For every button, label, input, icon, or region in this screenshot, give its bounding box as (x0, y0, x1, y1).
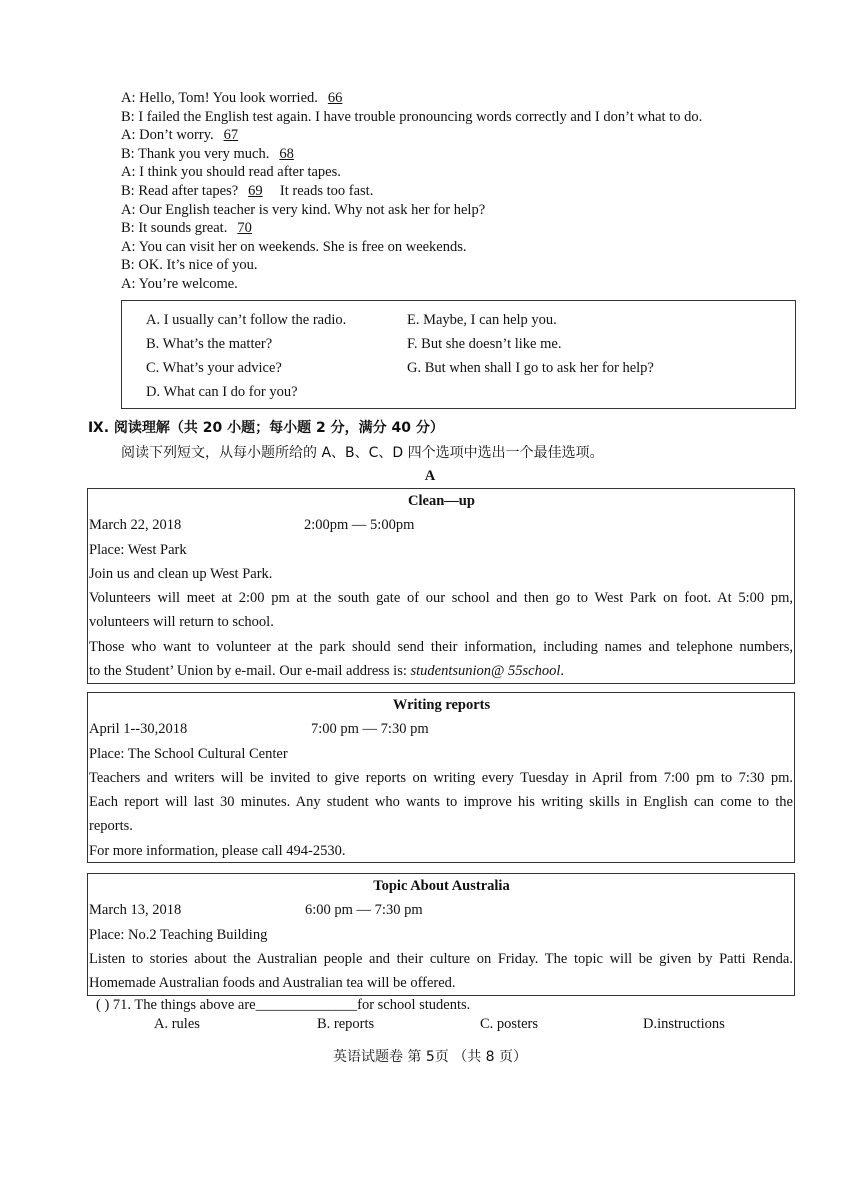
dialogue-line: B: OK. It’s nice of you. (121, 257, 258, 274)
notice-paragraph (88, 659, 794, 683)
notice-date-line (88, 717, 794, 741)
notice-title: Topic About Australia (373, 878, 510, 894)
option-a: A. I usually can’t follow the radio. (146, 312, 347, 328)
notice-paragraph: Volunteers will meet at 2:00 pm at the south gate of our school and then go to West Park on foot. At 5:00 pm, (89, 590, 793, 607)
blank-67: 67 (223, 127, 239, 144)
choice-a: A. rules (154, 1016, 200, 1032)
dialogue-line (121, 89, 801, 108)
part-label: A (424, 468, 436, 484)
notice-paragraph: Listen to stories about the Australian people and their culture on Friday. The topic will be given by Patti Renda. (89, 950, 793, 967)
dialogue-text: A: Hello, Tom! You look worried. (121, 90, 318, 106)
blank-68: 68 (279, 145, 294, 162)
notice-paragraph: reports. (89, 818, 133, 835)
option-f: F. But she doesn’t like me. (407, 336, 562, 352)
blank-70: 70 (237, 220, 252, 237)
notice-text: to the Student’ Union by e-mail. Our e-mail address is: (89, 663, 407, 680)
question-blank: ______________ (255, 997, 358, 1013)
notice-place: Place: The School Cultural Center (89, 745, 288, 762)
choice-b: B. reports (317, 1016, 375, 1032)
options-box (121, 300, 796, 409)
dialogue-line: A: You’re welcome. (121, 275, 238, 292)
notice-date-line (88, 513, 794, 537)
notice-topic-australia (87, 873, 795, 996)
notice-paragraph: Those who want to volunteer at the park should send their information, including names and telephone numbers, (89, 638, 793, 655)
blank-66: 66 (327, 90, 343, 106)
option-b: B. What’s the matter? (146, 336, 273, 352)
dialogue-line (121, 219, 801, 238)
email-address: studentsunion@ 55school (410, 663, 561, 680)
notice-date: April 1--30,2018 (89, 721, 188, 738)
dialogue-text: B: It sounds great. (121, 220, 228, 237)
choice-d: D.instructions (643, 1016, 725, 1032)
answer-parenthesis: ( ) (96, 997, 110, 1013)
dialogue-line (121, 126, 801, 145)
notice-time: 2:00pm — 5:00pm (304, 517, 415, 534)
dialogue-line: A: I think you should read after tapes. (121, 164, 341, 181)
notice-paragraph: Homemade Australian foods and Australian tea will be offered. (89, 975, 456, 992)
notice-date-line (88, 898, 794, 922)
blank-69: 69 (248, 182, 263, 199)
option-c: C. What’s your advice? (146, 360, 282, 376)
page-footer: 英语试题卷 第 5页 （共 8 页） (332, 1049, 528, 1065)
question-stem: 71. The things above are (112, 997, 256, 1013)
dialogue-line (121, 182, 801, 201)
notice-paragraph: Teachers and writers will be invited to give reports on writing every Tuesday in April from 7:00 pm to 7:30 pm. (89, 769, 793, 786)
dialogue (121, 89, 801, 294)
notice-place: Place: West Park (89, 541, 187, 558)
notice-paragraph: Join us and clean up West Park. (89, 565, 273, 582)
dialogue-line: B: I failed the English test again. I have trouble pronouncing words correctly and I don’t what to do. (121, 108, 703, 125)
dialogue-text: A: Don’t worry. (121, 127, 214, 144)
question-71 (96, 997, 470, 1014)
notice-paragraph: volunteers will return to school. (89, 614, 274, 631)
notice-text: . (560, 663, 565, 680)
dialogue-line: A: You can visit her on weekends. She is free on weekends. (121, 238, 467, 255)
section-instruction: 阅读下列短文，从每小题所给的 A、B、C、D 四个选项中选出一个最佳选项。 (121, 445, 604, 461)
notice-title: Clean—up (408, 493, 475, 509)
section-heading: Ⅸ. 阅读理解（共 20 小题；每小题 2 分，满分 40 分） (88, 420, 444, 436)
question-tail: for school students. (357, 997, 471, 1013)
notice-date: March 22, 2018 (89, 517, 182, 534)
notice-title: Writing reports (392, 697, 491, 713)
notice-paragraph: Each report will last 30 minutes. Any student who wants to improve his writing skills in English can come to the (89, 794, 793, 811)
notice-date: March 13, 2018 (89, 902, 182, 919)
notice-place: Place: No.2 Teaching Building (89, 926, 268, 943)
notice-writing-reports (87, 692, 795, 863)
dialogue-text: It reads too fast. (279, 182, 374, 199)
option-e: E. Maybe, I can help you. (407, 312, 557, 328)
option-g: G. But when shall I go to ask her for help? (407, 360, 654, 376)
option-d: D. What can I do for you? (146, 384, 298, 400)
choice-c: C. posters (480, 1016, 538, 1032)
notice-time: 6:00 pm — 7:30 pm (305, 902, 423, 919)
notice-clean-up (87, 488, 795, 684)
notice-time: 7:00 pm — 7:30 pm (311, 721, 429, 738)
notice-paragraph: For more information, please call 494-2530. (89, 842, 346, 859)
dialogue-line (121, 145, 801, 164)
dialogue-text: B: Thank you very much. (121, 145, 270, 162)
dialogue-line: A: Our English teacher is very kind. Why not ask her for help? (121, 201, 486, 218)
dialogue-text: B: Read after tapes? (121, 182, 239, 199)
